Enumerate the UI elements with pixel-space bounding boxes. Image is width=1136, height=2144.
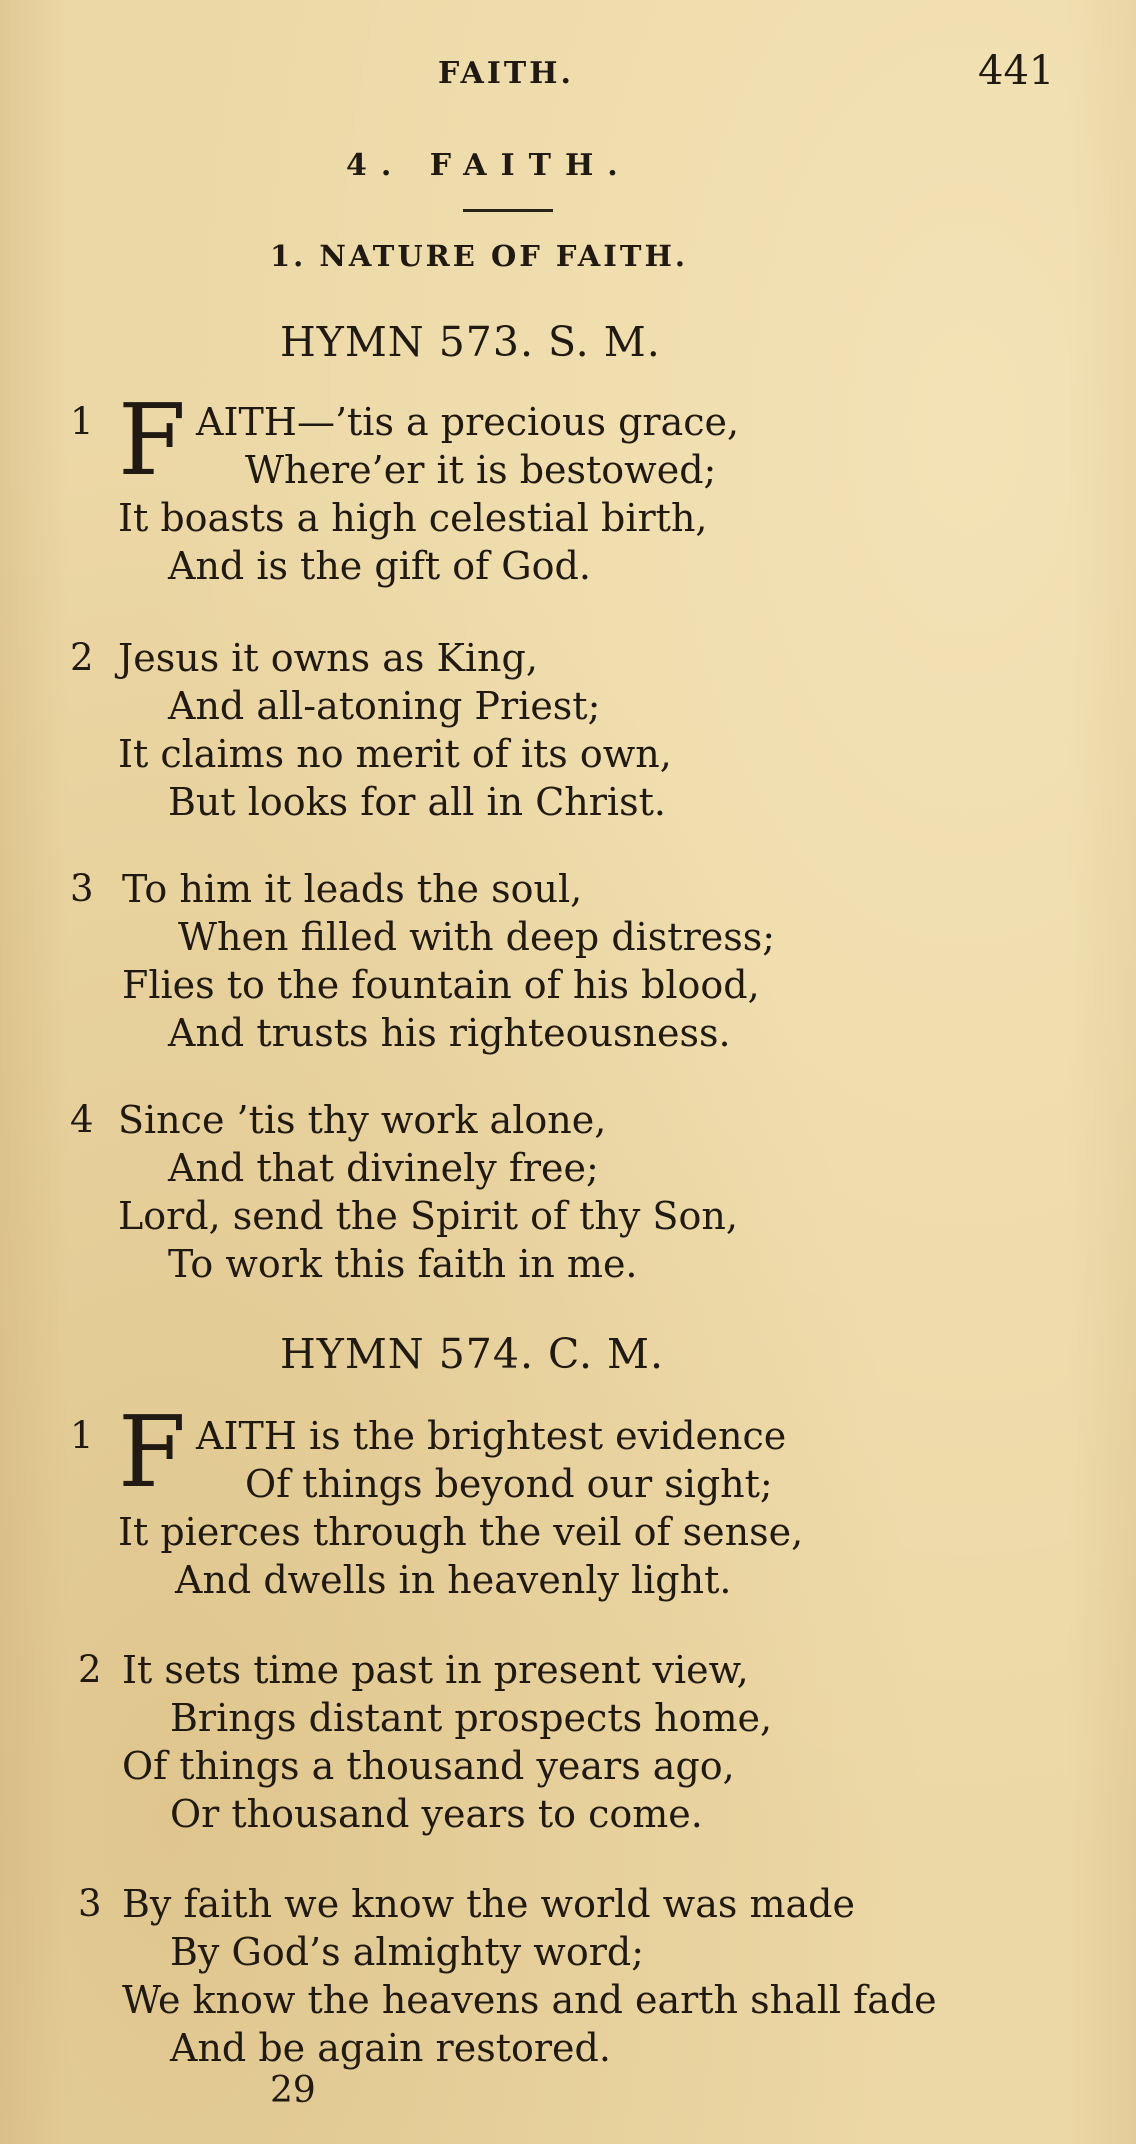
verse-line: And that divinely free; xyxy=(168,1146,599,1190)
section-divider xyxy=(463,209,553,212)
verse-line: It boasts a high celestial birth, xyxy=(118,496,708,540)
verse-line: To work this faith in me. xyxy=(168,1242,638,1286)
verse-line: By faith we know the world was made xyxy=(122,1882,855,1926)
stanza-number: 4 xyxy=(70,1098,94,1141)
hymn-heading: HYMN 573. S. M. xyxy=(280,318,661,366)
verse-line: And be again restored. xyxy=(170,2026,611,2070)
verse-line: It claims no merit of its own, xyxy=(118,732,672,776)
verse-line: Lord, send the Spirit of thy Son, xyxy=(118,1194,738,1238)
stanza-number: 2 xyxy=(70,636,94,679)
page-number: 441 xyxy=(978,48,1055,94)
verse-line: And all-atoning Priest; xyxy=(168,684,601,728)
verse-line: But looks for all in Christ. xyxy=(168,780,666,824)
verse-line: Jesus it owns as King, xyxy=(118,636,538,680)
stanza-number: 1 xyxy=(70,400,94,443)
verse-line: Of things beyond our sight; xyxy=(245,1462,773,1506)
stanza-number: 1 xyxy=(70,1414,94,1457)
verse-line: And is the gift of God. xyxy=(168,544,591,588)
verse-line: Flies to the fountain of his blood, xyxy=(122,963,760,1007)
stanza-number: 2 xyxy=(78,1648,102,1691)
running-head: FAITH. xyxy=(438,56,574,91)
verse-line: It pierces through the veil of sense, xyxy=(118,1510,804,1554)
drop-cap: F xyxy=(118,384,186,498)
verse-line: By God’s almighty word; xyxy=(170,1930,644,1974)
verse-line: When filled with deep distress; xyxy=(178,915,776,959)
verse-line: And trusts his righteousness. xyxy=(168,1011,731,1055)
verse-line: It sets time past in present view, xyxy=(122,1648,749,1692)
hymn-heading: HYMN 574. C. M. xyxy=(280,1330,665,1378)
verse-line: And dwells in heavenly light. xyxy=(175,1558,732,1602)
verse-line: AITH—’tis a precious grace, xyxy=(196,400,740,444)
subsection-title: 1. NATURE OF FAITH. xyxy=(270,239,688,273)
verse-line: Since ’tis thy work alone, xyxy=(118,1098,607,1142)
verse-line: We know the heavens and earth shall fade xyxy=(122,1978,937,2022)
section-title: 4. FAITH. xyxy=(346,148,632,183)
stanza-number: 3 xyxy=(78,1882,102,1925)
verse-line: AITH is the brightest evidence xyxy=(196,1414,787,1458)
verse-line: To him it leads the soul, xyxy=(122,867,583,911)
drop-cap: F xyxy=(118,1396,186,1510)
verse-line: Or thousand years to come. xyxy=(170,1792,703,1836)
verse-line: Of things a thousand years ago, xyxy=(122,1744,735,1788)
signature-mark: 29 xyxy=(270,2070,316,2111)
stanza-number: 3 xyxy=(70,867,94,910)
verse-line: Where’er it is bestowed; xyxy=(245,448,717,492)
verse-line: Brings distant prospects home, xyxy=(170,1696,773,1740)
